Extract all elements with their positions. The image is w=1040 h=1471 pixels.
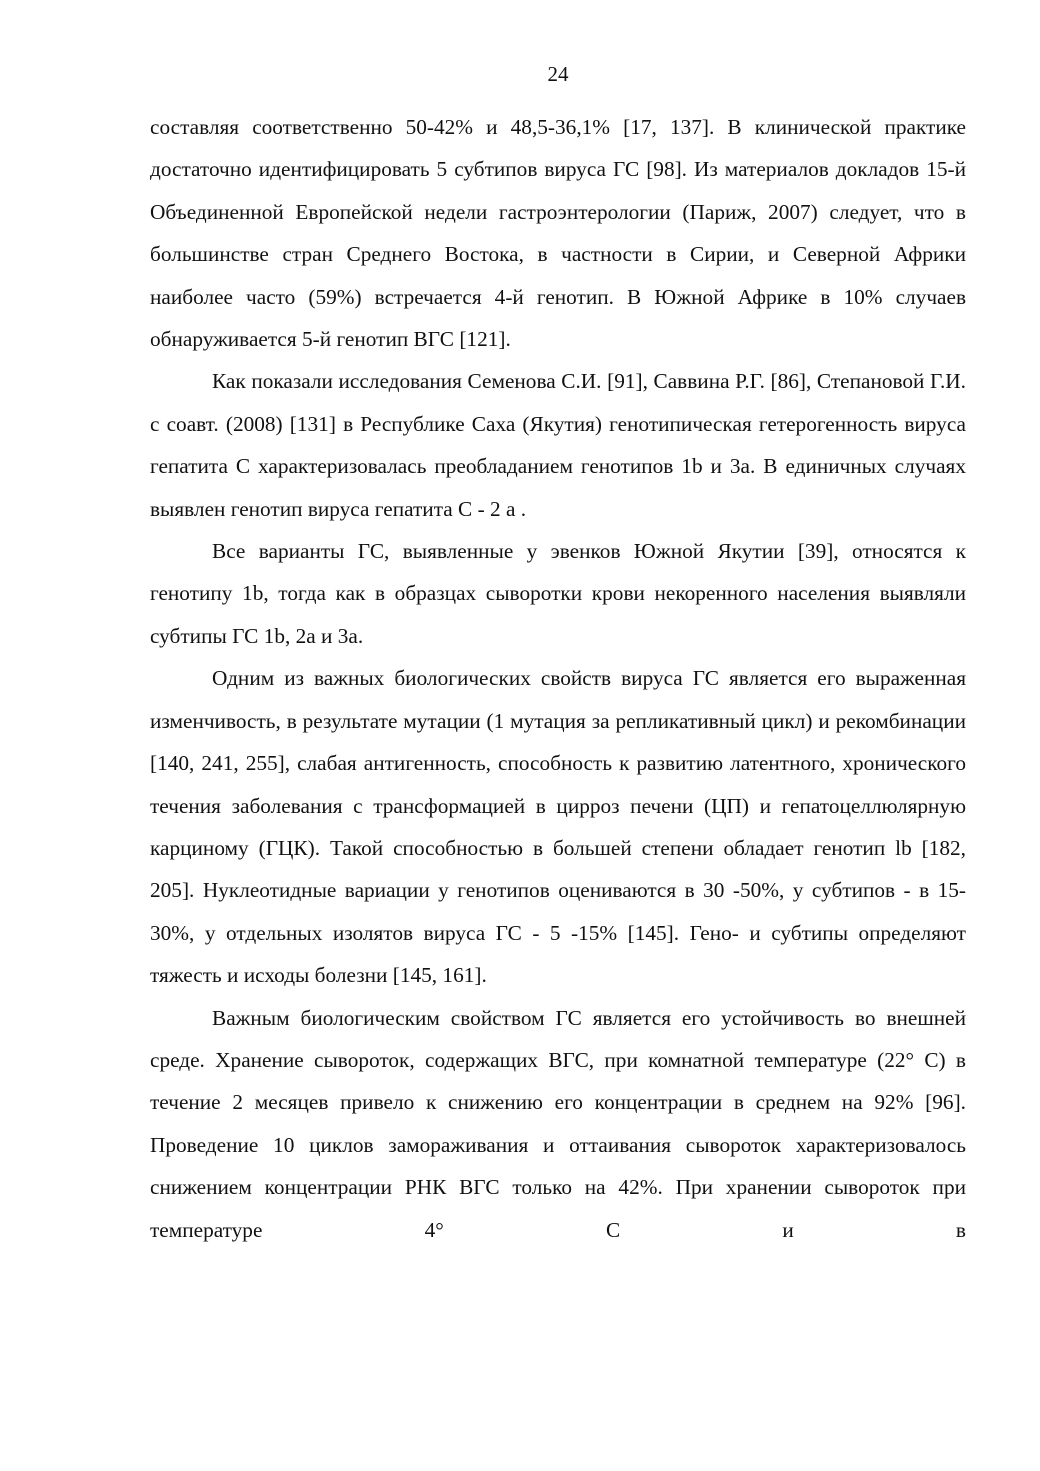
paragraph-4: Одним из важных биологических свойств вируса ГС является его выраженная изменчивость, в результате мутации (1 мутация за репликативный цикл) и рекомбинации [140, 241, 255], слабая антигенность, способность к развитию латентного, хронического течения заболевания с трансформацией в цирроз печени (ЦП) и гепатоцеллюлярную карциному (ГЦК). Такой способностью в большей степени обладает генотип lb [182, 205]. Нуклеотидные вариации у генотипов оцениваются в 30 -50%, у субтипов - в 15-30%, у отдельных изолятов вируса ГС - 5 -15% [145]. Гено- и субтипы определяют тяжесть и исходы болезни [145, 161].: [150, 666, 966, 988]
paragraph-5: Важным биологическим свойством ГС является его устойчивость во внешней среде. Хранение сывороток, содержащих ВГС, при комнатной температуре (22° С) в течение 2 месяцев привело к снижению его концентрации в среднем на 92% [96]. Проведение 10 циклов замораживания и оттаивания сывороток характеризовалось снижением концентрации РНК ВГС только на 42%. При хранении сывороток при температуре 4° С и в: [150, 1005, 966, 1242]
page-number: 24: [547, 62, 569, 86]
paragraph-3: Все варианты ГС, выявленные у эвенков Южной Якутии [39], относятся к генотипу 1b, тогда как в образцах сыворотки крови некоренного населения выявляли субтипы ГС 1b, 2a и 3a.: [150, 539, 966, 648]
paragraph-2: Как показали исследования Семенова С.И. [91], Саввина Р.Г. [86], Степановой Г.И. с соавт. (2008) [131] в Республике Саха (Якутия) генотипическая гетерогенность вируса гепатита С характеризовалась преобладанием генотипов 1b и 3a. В единичных случаях выявлен генотип вируса гепатита С - 2 а .: [150, 369, 966, 521]
document-body: [150, 106, 966, 1251]
paragraph-1: составляя соответственно 50-42% и 48,5-36,1% [17, 137]. В клинической практике достаточно идентифицировать 5 субтипов вируса ГС [98]. Из материалов докладов 15-й Объединенной Европейской недели гастроэнтерологии (Париж, 2007) следует, что в большинстве стран Среднего Востока, в частности в Сирии, и Северной Африки наиболее часто (59%) встречается 4-й генотип. В Южной Африке в 10% случаев обнаруживается 5-й генотип ВГС [121].: [150, 115, 966, 352]
